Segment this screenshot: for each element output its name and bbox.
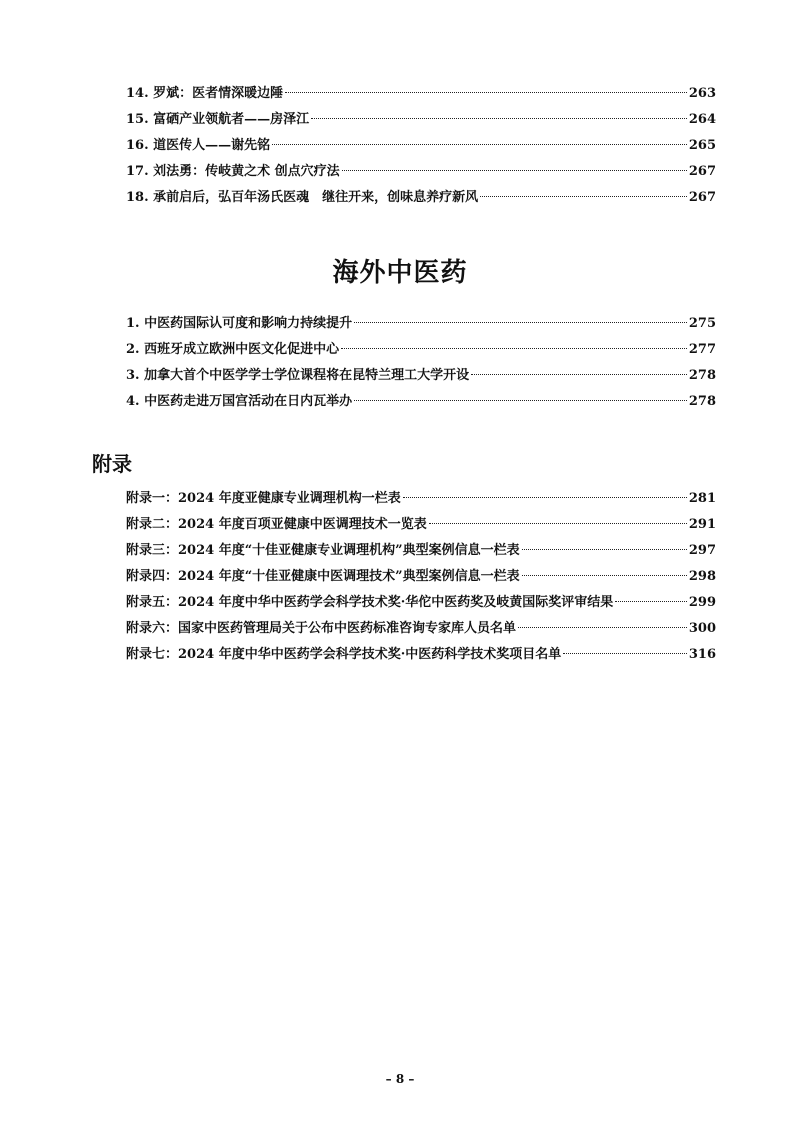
toc-entry-title: 1. 中医药国际认可度和影响力持续提升 — [126, 316, 353, 331]
page-number: – 8 – — [385, 1072, 415, 1086]
toc-entry-title: 附录四：2024 年度“十佳亚健康中医调理技术”典型案例信息一栏表 — [126, 569, 520, 584]
toc-entry-title: 3. 加拿大首个中医学学士学位课程将在昆特兰理工大学开设 — [126, 368, 470, 383]
section-heading-appendix: 附录 — [92, 452, 132, 476]
toc-leader-dots — [429, 523, 687, 524]
toc-entry[interactable] — [126, 390, 716, 412]
toc-entry-title: 18. 承前启后，弘百年汤氏医魂 继往开来，创味息养疗新风 — [126, 190, 479, 205]
toc-entry[interactable] — [126, 82, 716, 104]
toc-leader-dots — [354, 322, 687, 323]
toc-entry-page: 263 — [688, 86, 716, 101]
toc-entry-page: 267 — [688, 190, 716, 205]
toc-entry[interactable] — [126, 364, 716, 386]
toc-entry-page: 277 — [688, 342, 716, 357]
toc-entry-page: 300 — [688, 621, 716, 636]
toc-entry-page: 278 — [688, 368, 716, 383]
toc-entry-page: 265 — [688, 138, 716, 153]
toc-leader-dots — [342, 170, 687, 171]
toc-entry[interactable] — [126, 312, 716, 334]
toc-leader-dots — [471, 374, 687, 375]
toc-leader-dots — [615, 601, 687, 602]
toc-leader-dots — [518, 627, 687, 628]
toc-entry-title: 附录六：国家中医药管理局关于公布中医药标准咨询专家库人员名单 — [126, 621, 517, 636]
toc-entry-title: 附录一：2024 年度亚健康专业调理机构一栏表 — [126, 491, 401, 506]
toc-entry[interactable] — [126, 617, 716, 639]
toc-entry[interactable] — [126, 643, 716, 665]
toc-entry-page: 264 — [688, 112, 716, 127]
toc-entry[interactable] — [126, 487, 716, 509]
toc-entry[interactable] — [126, 591, 716, 613]
toc-entry-page: 316 — [688, 647, 716, 662]
toc-entry-title: 2. 西班牙成立欧洲中医文化促进中心 — [126, 342, 340, 357]
toc-entry-page: 291 — [688, 517, 716, 532]
toc-entry[interactable] — [126, 565, 716, 587]
toc-entry-page: 281 — [688, 491, 716, 506]
toc-entry-page: 278 — [688, 394, 716, 409]
toc-entry[interactable] — [126, 338, 716, 360]
toc-entry-page: 275 — [688, 316, 716, 331]
toc-entry-title: 附录七：2024 年度中华中医药学会科学技术奖·中医药科学技术奖项目名单 — [126, 647, 562, 662]
toc-leader-dots — [285, 92, 687, 93]
toc-entry-title: 16. 道医传人——谢先铭 — [126, 138, 271, 153]
toc-entry[interactable] — [126, 513, 716, 535]
toc-entry-title: 附录五：2024 年度中华中医药学会科学技术奖·华佗中医药奖及岐黄国际奖评审结果 — [126, 595, 614, 610]
toc-leader-dots — [522, 575, 687, 576]
toc-entry[interactable] — [126, 160, 716, 182]
toc-entry-page: 298 — [688, 569, 716, 584]
toc-entry-title: 附录三：2024 年度“十佳亚健康专业调理机构”典型案例信息一栏表 — [126, 543, 520, 558]
toc-entry-title: 17. 刘法勇：传岐黄之术 创点穴疗法 — [126, 164, 340, 179]
toc-leader-dots — [354, 400, 687, 401]
toc-leader-dots — [563, 653, 687, 654]
toc-entry[interactable] — [126, 108, 716, 130]
toc-entry-title: 15. 富硒产业领航者——房泽江 — [126, 112, 310, 127]
toc-entry-title: 4. 中医药走进万国宫活动在日内瓦举办 — [126, 394, 353, 409]
toc-leader-dots — [341, 348, 687, 349]
toc-entry-page: 299 — [688, 595, 716, 610]
toc-entry[interactable] — [126, 539, 716, 561]
section-heading-overseas: 海外中医药 — [332, 258, 468, 288]
toc-entry-page: 267 — [688, 164, 716, 179]
toc-leader-dots — [480, 196, 687, 197]
toc-entry-title: 附录二：2024 年度百项亚健康中医调理技术一览表 — [126, 517, 427, 532]
toc-entry-page: 297 — [688, 543, 716, 558]
toc-leader-dots — [522, 549, 687, 550]
toc-entry[interactable] — [126, 186, 716, 208]
toc-entry-title: 14. 罗斌：医者情深暖边陲 — [126, 86, 284, 101]
toc-entry[interactable] — [126, 134, 716, 156]
toc-leader-dots — [311, 118, 687, 119]
toc-leader-dots — [272, 144, 687, 145]
toc-leader-dots — [403, 497, 687, 498]
